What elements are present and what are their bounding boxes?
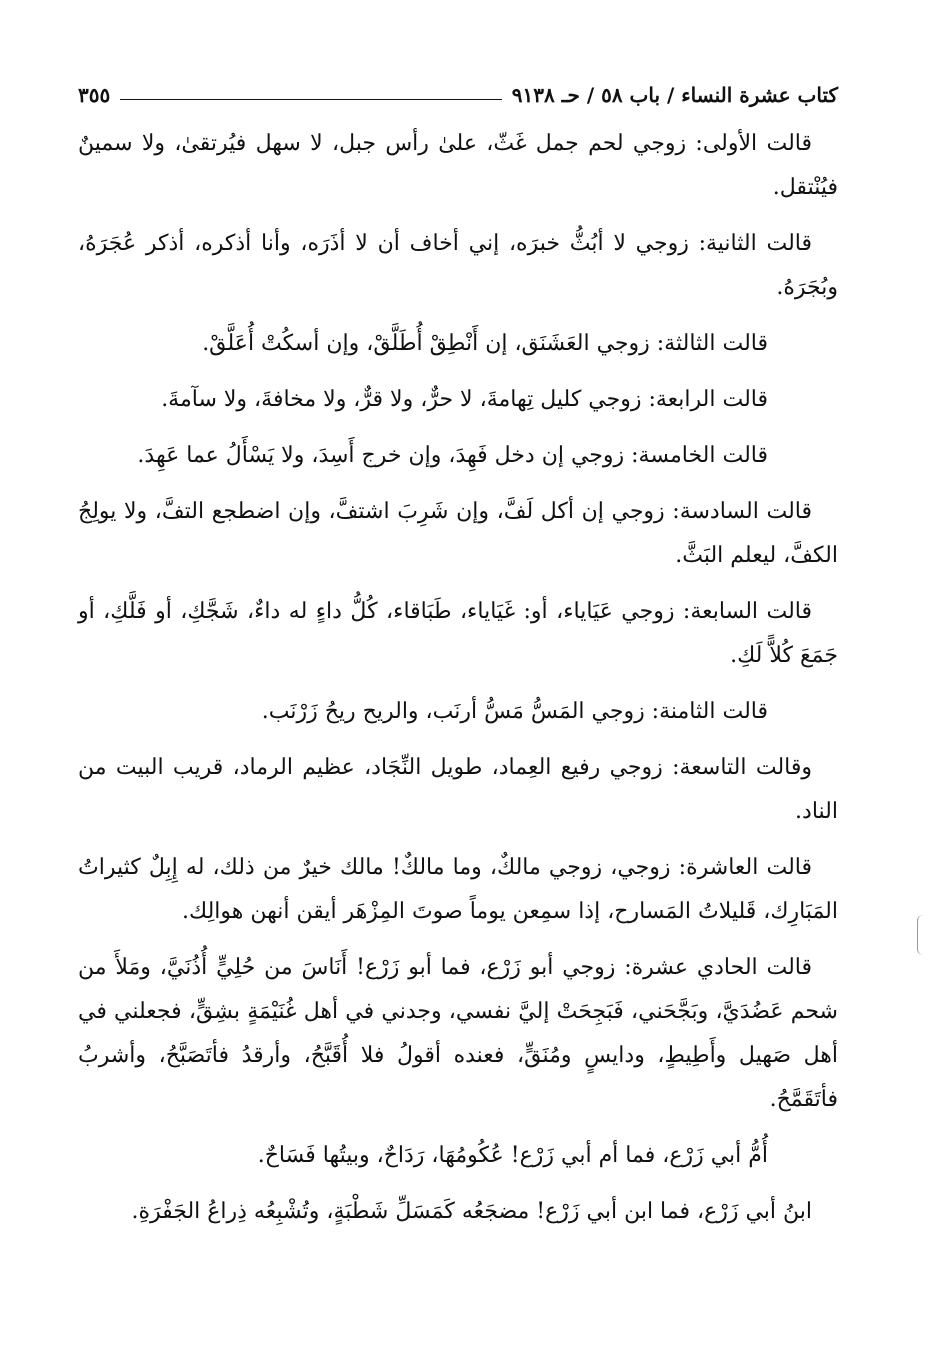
paragraph-3: قالت الثالثة: زوجي العَشَنَق، إن أَنْطِقْ أُطَلَّقْ، وإن أسكُتْ أُعَلَّقْ. xyxy=(202,331,768,356)
paragraph-7: قالت السابعة: زوجي عَيَاياء، أو: غَيَاياء، طَبَاقاء، كُلُّ داءٍ له داءٌ، شَجَّكِ، أو فَلَّكِ، أو جَمَعَ كُلاًّ لَكِ. xyxy=(78,599,838,668)
running-header xyxy=(78,78,838,112)
paragraph-9: وقالت التاسعة: زوجي رفيع العِماد، طويل النِّجَاد، عظيم الرماد، قريب البيت من الناد. xyxy=(78,755,838,824)
paragraph-4: قالت الرابعة: زوجي كليل تِهامةَ، لا حرٌّ، ولا قرٌّ، ولا مخافةَ، ولا سآمةَ. xyxy=(161,387,768,412)
paragraph-2: قالت الثانية: زوجي لا أبُثُّ خبرَه، إني أخاف أن لا أذَرَه، وأنا أذكره، أذكر عُجَرَهُ، وبُجَرَهُ. xyxy=(78,231,838,300)
body-text xyxy=(78,122,838,1234)
paragraph-8: قالت الثامنة: زوجي المَسُّ مَسُّ أرنَب، والريح ريحُ زَرْنَب. xyxy=(261,699,768,724)
paragraph-6: قالت السادسة: زوجي إن أكل لَفَّ، وإن شَرِبَ اشتفَّ، وإن اضطجع التفَّ، ولا يولِجُ الكفَّ، ليعلم البَثَّ. xyxy=(78,499,838,568)
header-rule xyxy=(120,99,501,100)
paragraph-1: قالت الأولى: زوجي لحم جمل غَثّ، علىٰ رأس جبل، لا سهل فيُرتقىٰ، ولا سمينٌ فيُنْتقل. xyxy=(78,131,838,200)
paragraph-5: قالت الخامسة: زوجي إن دخل فَهِدَ، وإن خرج أَسِدَ، ولا يَسْأَلُ عما عَهِدَ. xyxy=(137,443,768,468)
header-title: كتاب عشرة النساء / باب ٥٨ / حـ ٩١٣٨ xyxy=(511,83,838,107)
paragraph-11: قالت الحادي عشرة: زوجي أبو زَرْع، فما أبو زَرْع! أَنَاسَ من حُلِيٍّ أُذُنَيَّ، ومَلأَ من شحم عَضُدَيَّ، وبَجَّحَني، فَبَجِحَتْ إليَّ نفسي، وجدني في أهل غُنَيْمَةٍ بشِقٍّ، فجعلني في أهل صَهيل وأَطِيطٍ، ودايسٍ ومُنَقٍّ، فعنده أقولُ فلا أُقَبَّحُ، وأرقدُ فأتَصَبَّحُ، وأشربُ فأتَقَمَّحُ. xyxy=(78,955,838,1112)
paragraph-12: أُمُّ أبي زَرْع، فما أم أبي زَرْع! عُكُومُهَا، رَدَاحٌ، وبيتُها فَسَاحٌ. xyxy=(257,1143,768,1168)
paragraph-10: قالت العاشرة: زوجي، زوجي مالكٌ، وما مالكٌ! مالك خيرٌ من ذلك، له إِبِلٌ كثيراتُ المَبَارِك، قَليلاتُ المَسارح، إذا سمِعن يوماً صوتَ المِزْهَر أيقن أنهن هوالِك. xyxy=(78,855,838,924)
page-number: ٣٥٥ xyxy=(78,83,111,107)
margin-bracket-mark xyxy=(917,915,924,955)
book-page xyxy=(78,78,838,1246)
paragraph-13: ابنُ أبي زَرْع، فما ابن أبي زَرْع! مضجَعُه كَمَسَلِّ شَطْبَةٍ، وتُشْبِعُه ذِراعُ الجَفْرَةِ. xyxy=(131,1199,812,1224)
